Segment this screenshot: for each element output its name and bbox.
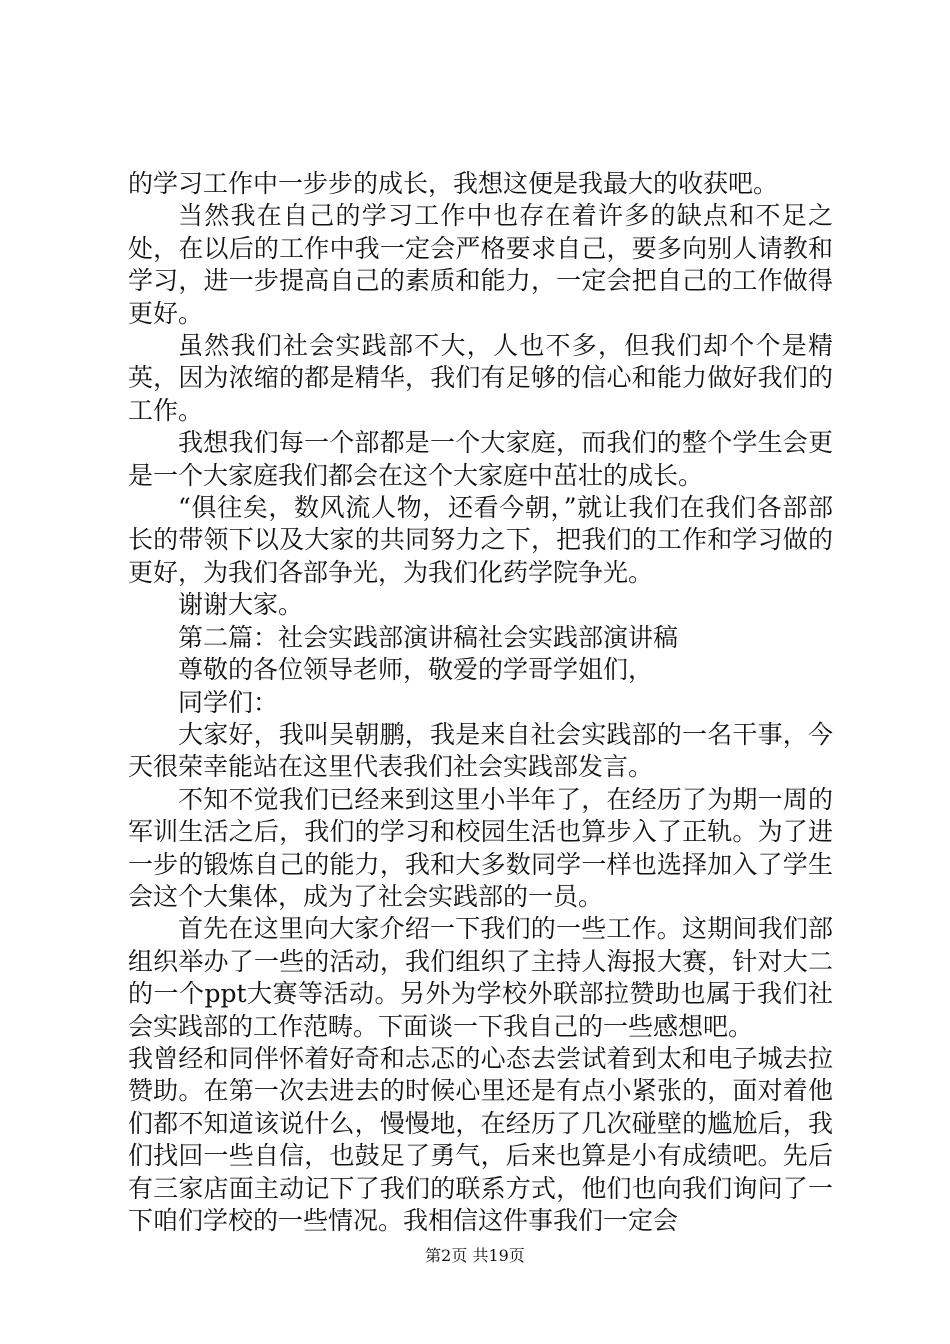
salutation: 尊敬的各位领导老师，敬爱的学哥学姐们，	[178, 655, 654, 685]
paragraph: 的学习工作中一步步的成长，我想这便是我最大的收获吧。	[128, 169, 779, 198]
salutation: 同学们：	[178, 687, 279, 717]
paragraph: 我曾经和同伴怀着好奇和忐忑的心态去尝试着到太和电子城去拉赞助。在第一次去进去的时候心里还是有点小紧张的，面对着他们都不知道该说什么，慢慢地，在经历了几次碰壁的尴尬后，我们找回一些自信，也鼓足了勇气，后来也算是小有成绩吧。先后有三家店面主动记下了我们的联系方式，他们也向我们询问了一下咱们学校的一些情况。我相信这件事我们一定会	[128, 1043, 833, 1235]
paragraph: 首先在这里向大家介绍一下我们的一些工作。这期间我们部组织举办了一些的活动，我们组织了主持人海报大赛，针对大二的一个ppt大赛等活动。另外为学校外联部拉赞助也属于我们社会实践部的工作范畴。下面谈一下我自己的一些感想吧。	[128, 914, 833, 1041]
paragraph: 不知不觉我们已经来到这里小半年了，在经历了为期一周的军训生活之后，我们的学习和校园生活也算步入了正轨。为了进一步的锻炼自己的能力，我和大多数同学一样也选择加入了学生会这个大集体，成为了社会实践部的一员。	[128, 784, 833, 911]
paragraph: 谢谢大家。	[178, 590, 304, 620]
paragraph: 当然我在自己的学习工作中也存在着许多的缺点和不足之处，在以后的工作中我一定会严格要求自己，要多向别人请教和学习，进一步提高自己的素质和能力，一定会把自己的工作做得更好。	[128, 201, 833, 328]
paragraph: 我想我们每一个部都是一个大家庭，而我们的整个学生会更是一个大家庭我们都会在这个大家庭中茁壮的成长。	[128, 428, 833, 490]
paragraph: 大家好，我叫吴朝鹏，我是来自社会实践部的一名干事，今天很荣幸能站在这里代表我们社会实践部发言。	[128, 719, 833, 782]
page-footer: 第2页 共19页	[425, 1246, 525, 1265]
section-heading: 第二篇：社会实践部演讲稿社会实践部演讲稿	[178, 622, 679, 652]
paragraph: 虽然我们社会实践部不大，人也不多，但我们却个个是精英，因为浓缩的都是精华，我们有足够的信心和能力做好我们的工作。	[128, 331, 833, 425]
paragraph: “俱往矣，数风流人物，还看今朝，”就让我们在我们各部部长的带领下以及大家的共同努力之下，把我们的工作和学习做的更好，为我们各部争光，为我们化药学院争光。	[128, 493, 833, 587]
body-text	[128, 168, 833, 1237]
